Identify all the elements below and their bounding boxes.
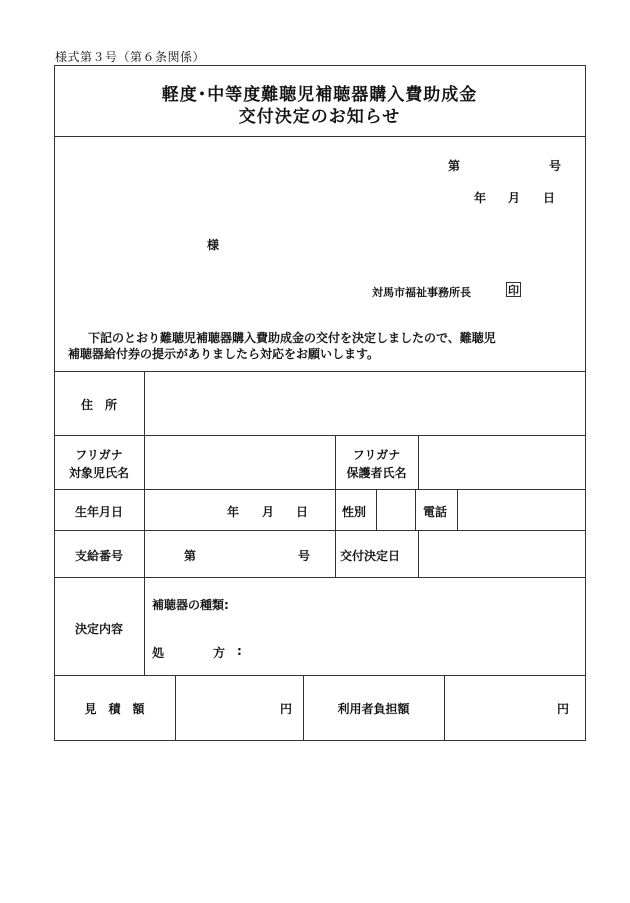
date-day: 日	[543, 191, 556, 205]
notice-line2: 補聴器給付券の提示がありましたら対応をお願いします。	[68, 347, 380, 361]
form-number: 様式第３号（第６条関係）	[55, 50, 206, 64]
prescription-colon: :	[237, 644, 242, 658]
doc-number-dai: 第	[448, 159, 461, 173]
row-line-1	[54, 435, 585, 436]
prescription-label-2: 方	[213, 646, 226, 660]
col-line-estimate-label	[175, 675, 176, 740]
col-line-gender-value	[415, 489, 416, 530]
form-title-line1: 軽度･中等度難聴児補聴器購入費助成金	[161, 85, 478, 105]
address-label: 住 所	[80, 398, 117, 412]
phone-label: 電話	[423, 505, 448, 519]
decision-content-label: 決定内容	[74, 622, 123, 636]
issuer-name: 対馬市福祉事務所長	[372, 286, 471, 299]
birthdate-label: 生年月日	[74, 505, 123, 519]
estimate-label: 見 積 額	[84, 702, 145, 716]
date-year: 年	[474, 191, 487, 205]
title-divider	[54, 136, 585, 137]
col-line-decision-date	[418, 530, 419, 577]
table-top-line	[54, 371, 585, 372]
guardian-name-label: 保護者氏名	[346, 466, 407, 480]
user-burden-label: 利用者負担額	[337, 702, 410, 716]
child-name-label: 対象児氏名	[68, 466, 129, 480]
payment-number-go: 号	[298, 549, 311, 563]
notice-line1: 下記のとおり難聴児補聴器購入費助成金の交付を決定しましたので、難聴児	[88, 331, 496, 345]
payment-number-dai: 第	[184, 549, 197, 563]
row-line-5	[54, 675, 585, 676]
birth-month-unit: 月	[262, 505, 275, 519]
estimate-yen: 円	[280, 702, 293, 716]
col-line-label	[144, 371, 145, 675]
birth-year-unit: 年	[227, 505, 240, 519]
row-line-4	[54, 577, 585, 578]
col-line-phone	[457, 489, 458, 530]
guardian-furigana-label: フリガナ	[352, 448, 401, 462]
addressee-suffix: 様	[207, 238, 220, 252]
row-line-3	[54, 530, 585, 531]
col-line-burden-label	[444, 675, 445, 740]
user-burden-yen: 円	[557, 702, 570, 716]
payment-number-label: 支給番号	[74, 549, 123, 563]
form-title-line2: 交付決定のお知らせ	[238, 107, 401, 127]
gender-label: 性別	[342, 505, 367, 519]
decision-date-label: 交付決定日	[340, 549, 401, 563]
seal-mark: 印	[508, 284, 519, 297]
col-line-furigana	[418, 435, 419, 489]
prescription-label-1: 処	[152, 646, 165, 660]
child-furigana-label: フリガナ	[75, 448, 123, 462]
col-line-gender	[376, 489, 377, 530]
doc-number-go: 号	[549, 159, 562, 173]
row-line-2	[54, 489, 585, 490]
birth-day-unit: 日	[296, 505, 309, 519]
hearing-aid-type-label: 補聴器の種類:	[152, 598, 229, 612]
date-month: 月	[508, 191, 521, 205]
